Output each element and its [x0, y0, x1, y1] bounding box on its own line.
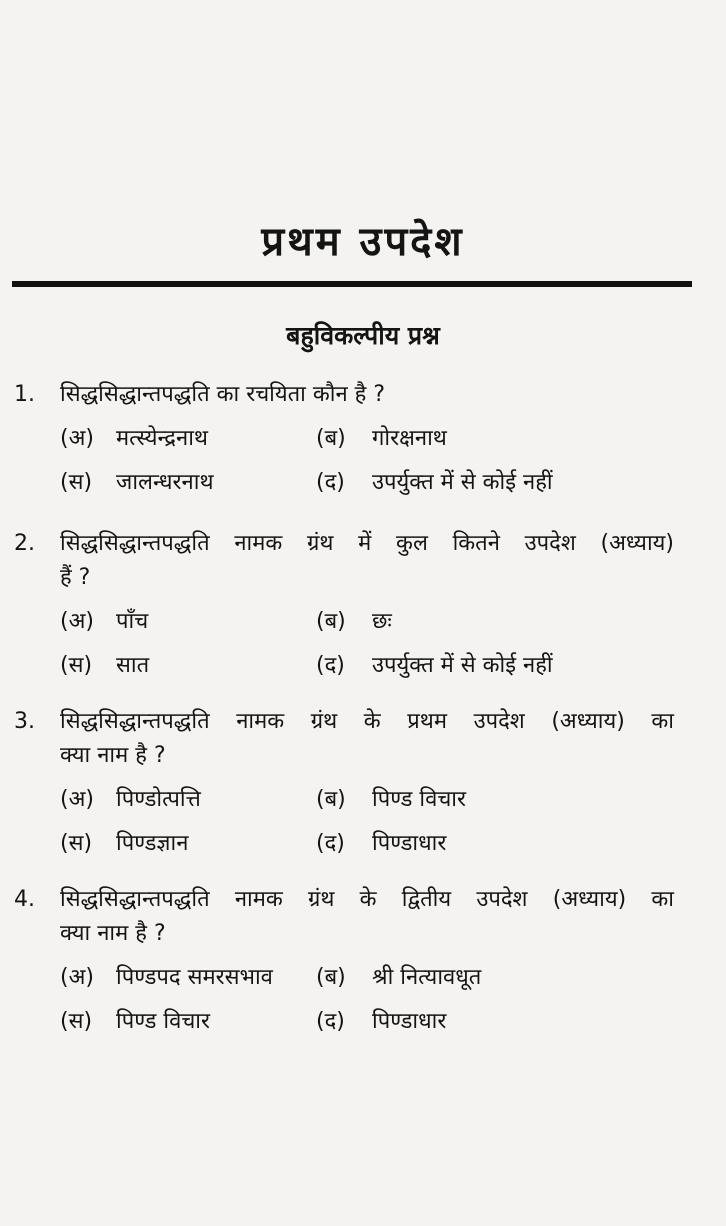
option-label: पाँच	[116, 609, 149, 634]
option-row	[14, 961, 674, 995]
option-row	[14, 422, 674, 456]
question-text-continued: क्या नाम है ?	[60, 743, 166, 768]
option-c	[60, 1005, 316, 1039]
option-b	[316, 783, 466, 817]
option-marker: (ब)	[316, 609, 346, 634]
option-marker: (ब)	[316, 787, 346, 812]
option-c	[60, 827, 316, 861]
option-marker: (स)	[60, 831, 93, 856]
question-text: सिद्धसिद्धान्तपद्धति का रचयिता कौन है ?	[60, 382, 386, 407]
option-marker: (ब)	[316, 426, 346, 451]
option-label: पिण्ड विचार	[372, 787, 467, 812]
question-2	[14, 527, 674, 683]
option-label: सात	[116, 653, 150, 678]
option-c	[60, 466, 316, 500]
chapter-title: प्रथम उपदेश	[261, 219, 465, 265]
question-3	[14, 705, 674, 861]
option-label: मत्स्येन्द्रनाथ	[116, 426, 208, 451]
question-number: 4.	[14, 887, 35, 912]
option-label: उपर्युक्त में से कोई नहीं	[372, 653, 553, 678]
question-number: 2.	[14, 531, 35, 556]
option-marker: (स)	[60, 470, 93, 495]
question-text: सिद्धसिद्धान्तपद्धति नामक ग्रंथ के द्वितीय उपदेश (अध्याय) का	[60, 887, 674, 912]
option-marker: (स)	[60, 1009, 93, 1034]
option-row	[14, 783, 674, 817]
question-text-continued: हैं ?	[60, 565, 91, 590]
option-b	[316, 422, 447, 456]
option-a	[60, 961, 316, 995]
option-row	[14, 649, 674, 683]
option-d	[316, 649, 553, 683]
option-marker: (ब)	[316, 965, 346, 990]
option-marker: (अ)	[60, 609, 94, 634]
option-marker: (द)	[316, 1009, 345, 1034]
section-heading: बहुविकल्पीय प्रश्न	[286, 321, 440, 350]
option-marker: (द)	[316, 653, 345, 678]
option-row	[14, 466, 674, 500]
question-text: सिद्धसिद्धान्तपद्धति नामक ग्रंथ के प्रथम उपदेश (अध्याय) का	[60, 709, 674, 734]
option-marker: (अ)	[60, 787, 94, 812]
option-row	[14, 827, 674, 861]
option-marker: (द)	[316, 831, 345, 856]
question-1	[14, 378, 674, 500]
option-a	[60, 783, 316, 817]
option-label: पिण्ड विचार	[116, 1009, 211, 1034]
option-b	[316, 605, 392, 639]
option-label: जालन्धरनाथ	[116, 470, 214, 495]
option-label: पिण्डोत्पत्ति	[116, 787, 201, 812]
option-label: गोरक्षनाथ	[372, 426, 447, 451]
option-row	[14, 1005, 674, 1039]
option-a	[60, 422, 316, 456]
question-4	[14, 883, 674, 1039]
option-b	[316, 961, 481, 995]
option-label: पिण्डाधार	[372, 1009, 447, 1034]
option-label: पिण्डज्ञान	[116, 831, 189, 856]
option-a	[60, 605, 316, 639]
option-label: उपर्युक्त में से कोई नहीं	[372, 470, 553, 495]
option-marker: (द)	[316, 470, 345, 495]
option-row	[14, 605, 674, 639]
title-rule	[12, 281, 692, 287]
option-d	[316, 1005, 446, 1039]
option-marker: (अ)	[60, 426, 94, 451]
option-d	[316, 466, 553, 500]
option-label: छः	[372, 609, 392, 634]
question-number: 3.	[14, 709, 35, 734]
question-text-continued: क्या नाम है ?	[60, 921, 166, 946]
option-d	[316, 827, 446, 861]
option-label: पिण्डाधार	[372, 831, 447, 856]
option-label: श्री नित्यावधूत	[372, 965, 482, 990]
question-text: सिद्धसिद्धान्तपद्धति नामक ग्रंथ में कुल कितने उपदेश (अध्याय)	[60, 531, 674, 556]
option-c	[60, 649, 316, 683]
option-label: पिण्डपद समरसभाव	[116, 965, 273, 990]
option-marker: (स)	[60, 653, 93, 678]
option-marker: (अ)	[60, 965, 94, 990]
question-number: 1.	[14, 382, 35, 407]
